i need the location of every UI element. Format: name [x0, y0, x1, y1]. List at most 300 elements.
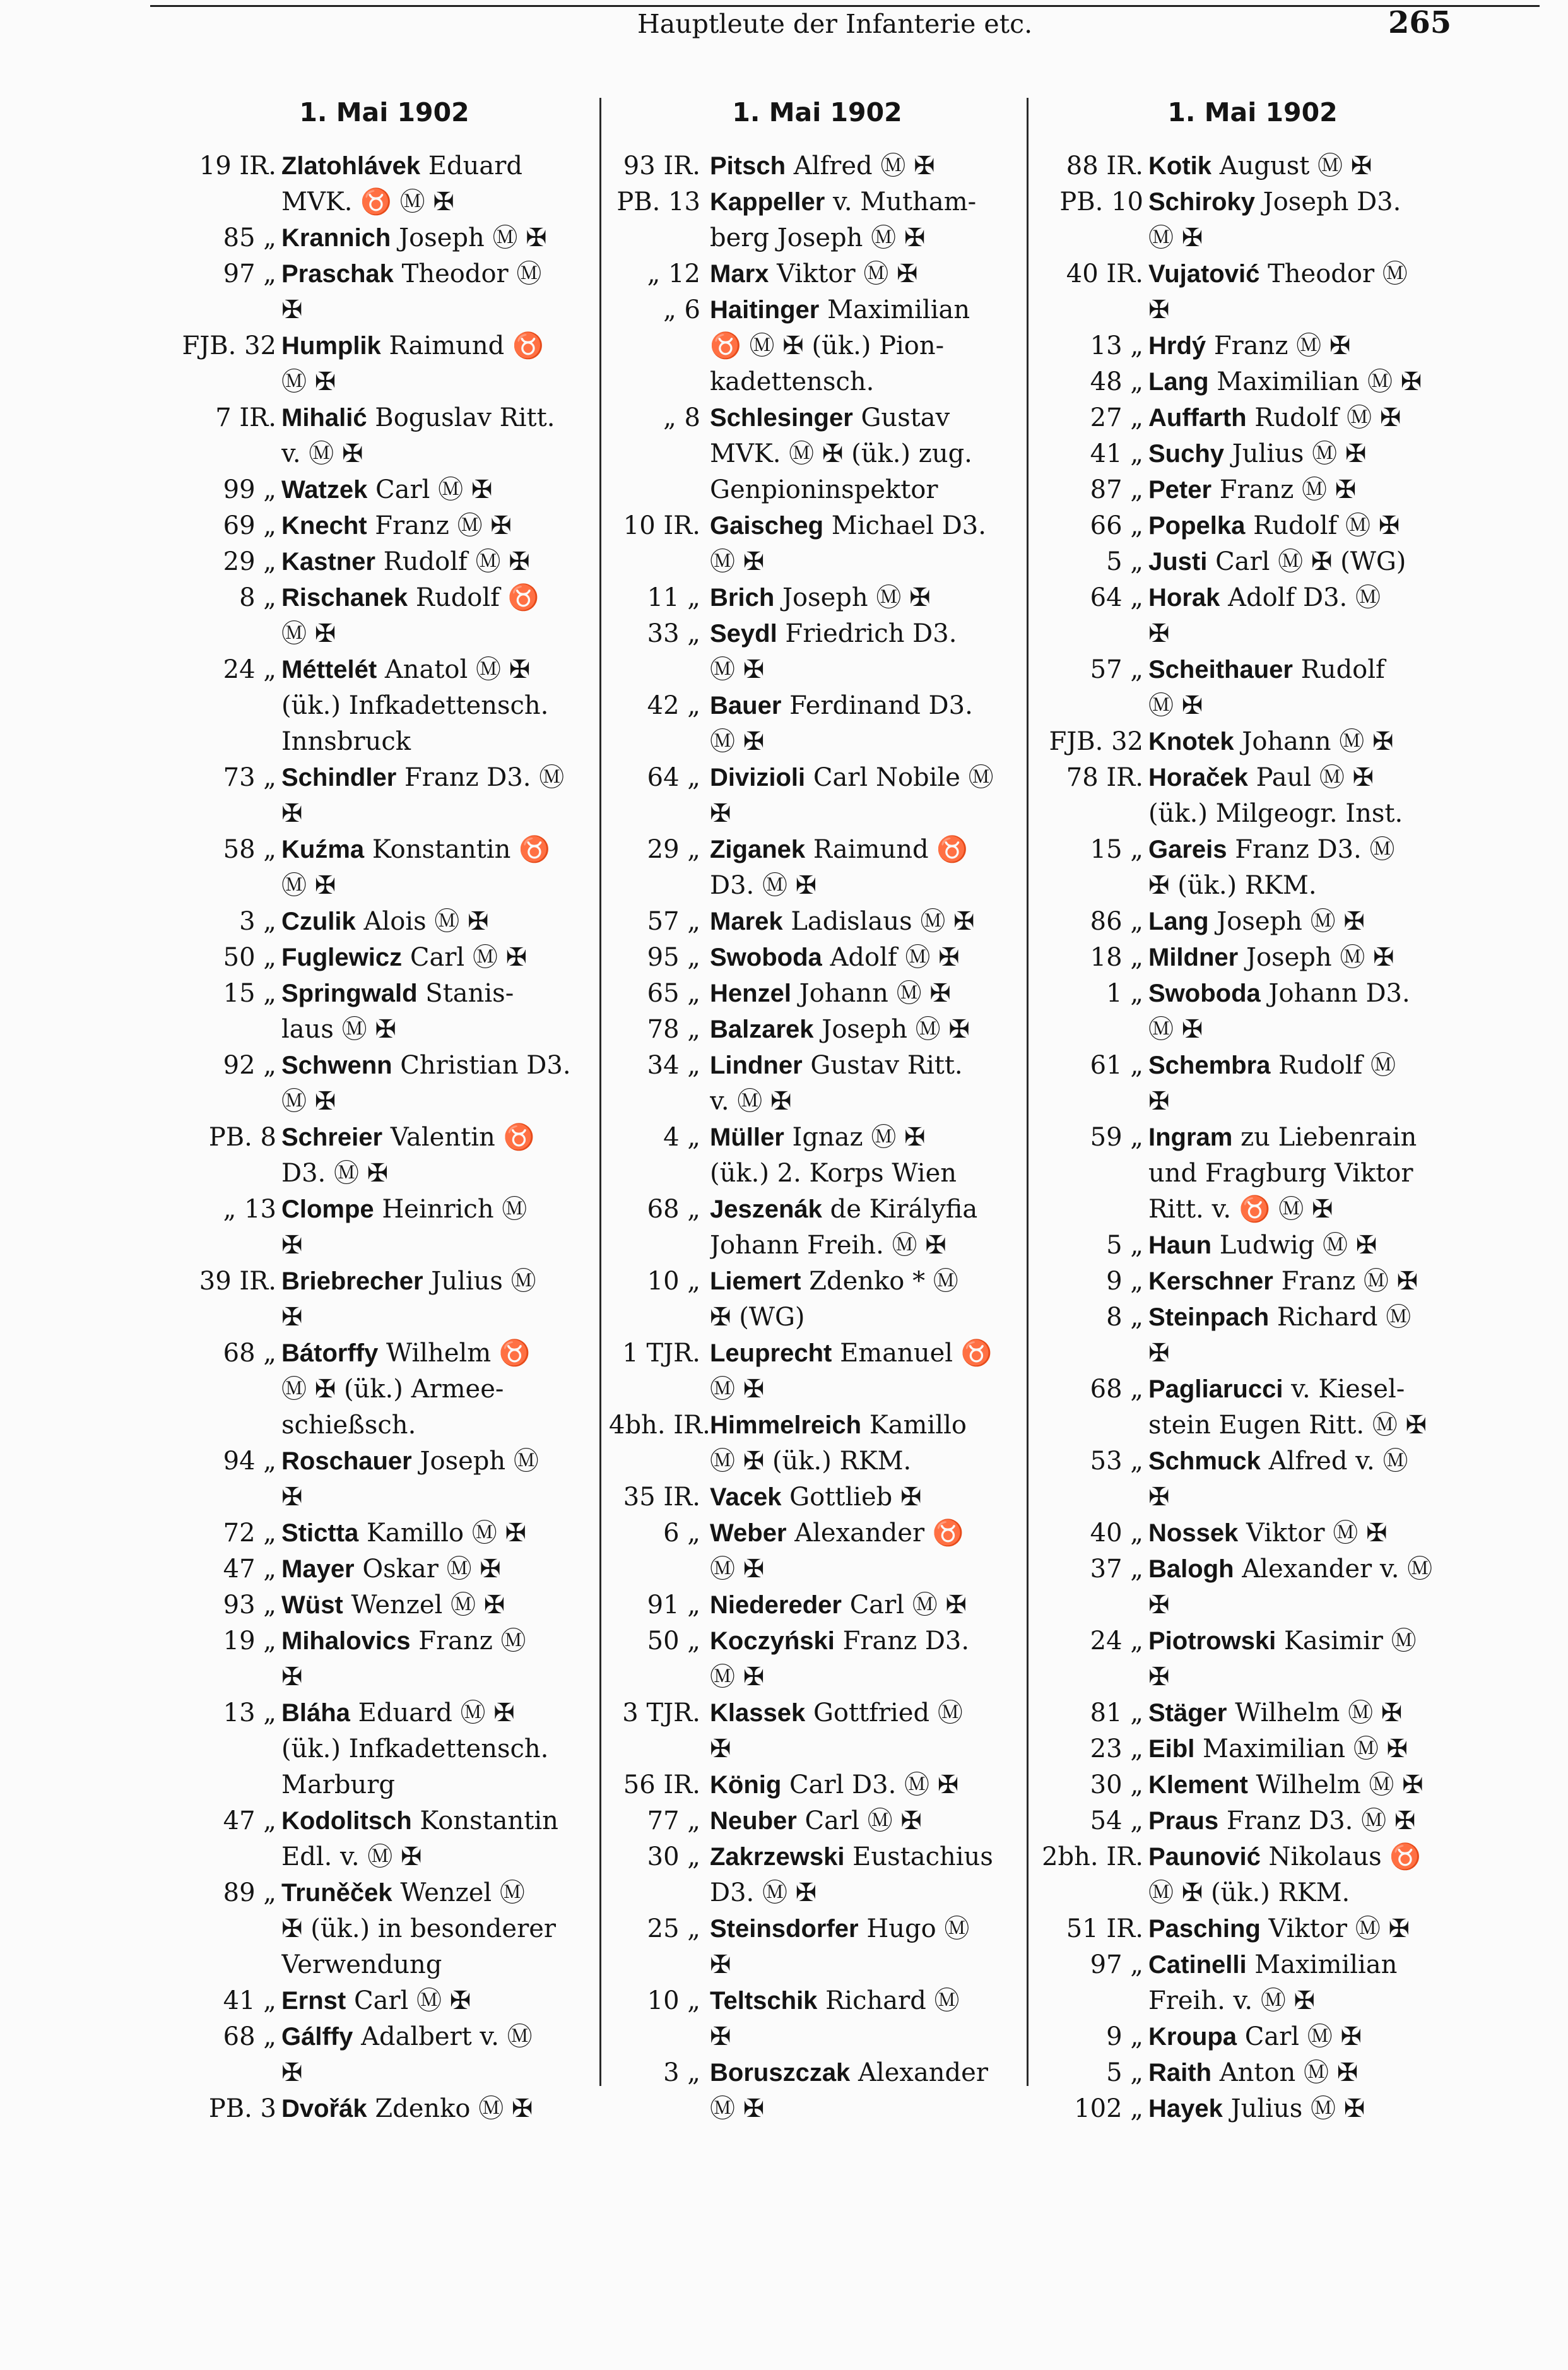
- officer-detail-line: Verwendung: [281, 1950, 442, 1979]
- entry-officer: [1148, 976, 1464, 1048]
- officer-name-line: Himmelreich Kamillo: [710, 1411, 967, 1440]
- officer-name-line: Marek Ladislaus Ⓜ ✠: [710, 907, 975, 936]
- officer-detail-line: ✠: [710, 1734, 731, 1763]
- officer-name-line: Peter Franz Ⓜ ✠: [1148, 475, 1357, 504]
- entry-officer: [281, 1983, 583, 2019]
- entry-officer: [281, 1443, 583, 1515]
- officer-surname: Suchy: [1148, 440, 1225, 468]
- officer-surname: Schlesinger: [710, 404, 853, 432]
- entry-officer: [710, 1911, 1019, 1983]
- entry-regiment-number: 15 „: [1090, 835, 1143, 864]
- entry-officer: [281, 904, 583, 940]
- entry-officer: [1148, 508, 1464, 544]
- entry-regiment-number: 59 „: [1090, 1123, 1143, 1152]
- entry-regiment-number: 64 „: [1090, 583, 1143, 612]
- officer-detail-line: Ⓜ ✠: [710, 655, 765, 684]
- entry-officer: [1148, 1120, 1464, 1228]
- officer-surname: Lang: [1148, 908, 1209, 935]
- entry-regiment-number: 68 „: [223, 1339, 276, 1368]
- entry-officer: [281, 1264, 583, 1336]
- officer-detail-line: ✠: [710, 2022, 731, 2051]
- officer-detail-line: ✠: [281, 1662, 303, 1692]
- entry-officer: [710, 1479, 1019, 1515]
- officer-name-line: Schwenn Christian D3.: [281, 1051, 571, 1080]
- officer-detail-line: ✠: [281, 1231, 303, 1260]
- officer-name-line: Clompe Heinrich Ⓜ: [281, 1195, 528, 1224]
- officer-name-line: Klement Wilhelm Ⓜ ✠: [1148, 1770, 1424, 1799]
- officer-name-line: Bátorffy Wilhelm ♉: [281, 1339, 531, 1368]
- officer-name-line: Niedereder Carl Ⓜ ✠: [710, 1591, 967, 1620]
- officer-surname: Jeszenák: [710, 1195, 822, 1223]
- entry-officer: [281, 148, 583, 220]
- entry-officer: [281, 472, 583, 508]
- officer-name-line: Marx Viktor Ⓜ ✠: [710, 259, 918, 288]
- officer-surname: Schmuck: [1148, 1447, 1261, 1475]
- entry-regiment-number: 47 „: [223, 1555, 276, 1584]
- officer-surname: Peter: [1148, 476, 1212, 504]
- officer-name-line: Pasching Viktor Ⓜ ✠: [1148, 1914, 1410, 1943]
- officer-surname: Knotek: [1148, 728, 1234, 755]
- entry-officer: [710, 1695, 1019, 1767]
- entry-officer: [281, 1120, 583, 1192]
- officer-surname: Koczyński: [710, 1627, 835, 1655]
- officer-surname: Klement: [1148, 1771, 1248, 1799]
- entry-regiment-number: PB. 8: [208, 1123, 276, 1152]
- entry-regiment-number: 30 „: [1090, 1770, 1143, 1799]
- entry-officer: [710, 760, 1019, 832]
- entry-regiment-number: 3 „: [239, 907, 276, 936]
- entry-officer: [710, 148, 1019, 184]
- entry-officer: [281, 2019, 583, 2091]
- entry-regiment-number: 11 „: [647, 583, 700, 612]
- officer-surname: Fuglewicz: [281, 944, 403, 971]
- entry-officer: [1148, 652, 1464, 724]
- entry-regiment-number: 1 TJR.: [622, 1339, 700, 1368]
- officer-name-line: Bláha Eduard Ⓜ ✠: [281, 1698, 515, 1727]
- entry-officer: [1148, 184, 1464, 256]
- officer-surname: Krannich: [281, 224, 391, 252]
- entry-officer: [710, 1120, 1019, 1192]
- officer-surname: Kastner: [281, 548, 375, 576]
- officer-surname: Zlatohlávek: [281, 152, 421, 180]
- entry-regiment-number: 3 TJR.: [622, 1698, 700, 1727]
- entry-regiment-number: 3 „: [663, 2058, 700, 2087]
- entry-regiment-number: 78 „: [647, 1015, 700, 1044]
- entry-officer: [1148, 1839, 1464, 1911]
- officer-detail-line: (ük.) Infkadettensch.: [281, 691, 549, 720]
- entry-regiment-number: 88 IR.: [1066, 151, 1143, 181]
- officer-detail-line: Ⓜ ✠: [281, 871, 336, 900]
- entry-regiment-number: 15 „: [223, 979, 276, 1008]
- entry-officer: [710, 1264, 1019, 1336]
- entry-regiment-number: 10 „: [647, 1267, 700, 1296]
- officer-name-line: Lang Joseph Ⓜ ✠: [1148, 907, 1365, 936]
- entry-regiment-number: „ 13: [223, 1195, 276, 1224]
- officer-surname: Praus: [1148, 1807, 1219, 1835]
- officer-surname: Swoboda: [710, 944, 822, 971]
- officer-surname: Müller: [710, 1123, 784, 1151]
- officer-surname: Knecht: [281, 512, 367, 540]
- entry-officer: [281, 1192, 583, 1264]
- entry-officer: [281, 760, 583, 832]
- officer-detail-line: ✠: [281, 1483, 303, 1512]
- officer-surname: Liemert: [710, 1267, 801, 1295]
- entry-officer: [1148, 436, 1464, 472]
- entry-officer: [710, 1587, 1019, 1623]
- officer-surname: Kotik: [1148, 152, 1211, 180]
- officer-name-line: Ingram zu Liebenrain: [1148, 1123, 1417, 1152]
- entry-officer: [1148, 1911, 1464, 1947]
- entry-regiment-number: 94 „: [223, 1447, 276, 1476]
- entry-regiment-number: 53 „: [1090, 1447, 1143, 1476]
- officer-name-line: Kastner Rudolf Ⓜ ✠: [281, 547, 530, 576]
- officer-name-line: Hrdý Franz Ⓜ ✠: [1148, 331, 1351, 360]
- entry-officer: [710, 1983, 1019, 2055]
- officer-surname: Gálffy: [281, 2023, 353, 2051]
- entry-regiment-number: 41 „: [1090, 439, 1143, 468]
- officer-surname: Raith: [1148, 2059, 1211, 2087]
- officer-name-line: Suchy Julius Ⓜ ✠: [1148, 439, 1367, 468]
- officer-surname: Kuźma: [281, 836, 365, 863]
- officer-detail-line: ✠: [281, 2058, 303, 2087]
- officer-name-line: Dvořák Zdenko Ⓜ ✠: [281, 2094, 533, 2123]
- officer-detail-line: ✠: [1148, 295, 1170, 324]
- officer-surname: Ziganek: [710, 836, 806, 863]
- officer-detail-line: Ⓜ ✠: [281, 619, 336, 648]
- entry-regiment-number: „ 6: [663, 295, 700, 324]
- entry-regiment-number: PB. 13: [616, 187, 700, 216]
- entry-officer: [1148, 1515, 1464, 1551]
- officer-name-line: Stictta Kamillo Ⓜ ✠: [281, 1519, 527, 1548]
- entry-officer: [1148, 832, 1464, 904]
- officer-name-line: Horak Adolf D3. Ⓜ: [1148, 583, 1381, 612]
- officer-detail-line: Ⓜ ✠: [1148, 223, 1203, 252]
- officer-detail-line: ✠ (ük.) in besonderer: [281, 1914, 556, 1943]
- entry-regiment-number: 33 „: [647, 619, 700, 648]
- officer-detail-line: MVK. Ⓜ ✠ (ük.) zug.: [710, 439, 972, 468]
- officer-name-line: Klassek Gottfried Ⓜ: [710, 1698, 963, 1727]
- officer-name-line: Mayer Oskar Ⓜ ✠: [281, 1555, 501, 1584]
- entry-officer: [1148, 1443, 1464, 1515]
- officer-name-line: Gálffy Adalbert v. Ⓜ: [281, 2022, 533, 2051]
- officer-name-line: Kerschner Franz Ⓜ ✠: [1148, 1267, 1418, 1296]
- entry-regiment-number: 13 „: [223, 1698, 276, 1727]
- officer-detail-line: Johann Freih. Ⓜ ✠: [710, 1231, 946, 1260]
- entry-regiment-number: 91 „: [647, 1591, 700, 1620]
- entry-regiment-number: 68 „: [647, 1195, 700, 1224]
- entry-regiment-number: 68 „: [1090, 1375, 1143, 1404]
- entry-regiment-number: 9 „: [1106, 1267, 1143, 1296]
- entry-regiment-number: 35 IR.: [623, 1483, 700, 1512]
- entry-officer: [1148, 472, 1464, 508]
- officer-detail-line: Ⓜ ✠: [281, 367, 336, 396]
- officer-detail-line: Ⓜ ✠: [710, 1662, 765, 1692]
- officer-name-line: Knotek Johann Ⓜ ✠: [1148, 727, 1394, 756]
- entry-officer: [1148, 1228, 1464, 1264]
- officer-detail-line: ✠: [1148, 1483, 1170, 1512]
- officer-surname: Schiroky: [1148, 188, 1255, 216]
- officer-name-line: Haitinger Maximilian: [710, 295, 970, 324]
- entry-regiment-number: 19 „: [223, 1626, 276, 1656]
- entry-officer: [710, 184, 1019, 256]
- entry-regiment-number: 99 „: [223, 475, 276, 504]
- officer-surname: Bauer: [710, 692, 782, 720]
- officer-surname: Henzel: [710, 980, 791, 1007]
- officer-surname: Mihalovics: [281, 1627, 411, 1655]
- officer-surname: Weber: [710, 1519, 787, 1547]
- entry-regiment-number: 34 „: [647, 1051, 700, 1080]
- officer-surname: Zakrzewski: [710, 1843, 845, 1871]
- entry-regiment-number: PB. 3: [208, 2094, 276, 2123]
- entry-regiment-number: 8 „: [1106, 1303, 1143, 1332]
- officer-name-line: Teltschik Richard Ⓜ: [710, 1986, 960, 2015]
- entry-officer: [710, 1803, 1019, 1839]
- entry-regiment-number: 72 „: [223, 1519, 276, 1548]
- officer-name-line: Balzarek Joseph Ⓜ ✠: [710, 1015, 970, 1044]
- officer-surname: Horak: [1148, 584, 1220, 612]
- entry-regiment-number: 64 „: [647, 763, 700, 792]
- officer-surname: Clompe: [281, 1195, 374, 1223]
- entry-officer: [1148, 580, 1464, 652]
- entry-officer: [1148, 1264, 1464, 1300]
- entry-regiment-number: 19 IR.: [199, 151, 276, 181]
- officer-surname: Méttelét: [281, 656, 377, 684]
- running-head: Hauptleute der Infanterie etc.: [637, 9, 1033, 39]
- officer-name-line: Boruszczak Alexander: [710, 2058, 988, 2087]
- column-divider-right: [1027, 98, 1029, 2086]
- officer-surname: Kerschner: [1148, 1267, 1273, 1295]
- entry-officer: [281, 1587, 583, 1623]
- officer-name-line: Vacek Gottlieb ✠: [710, 1483, 922, 1512]
- officer-name-line: Zakrzewski Eustachius: [710, 1842, 993, 1871]
- entry-officer: [1148, 544, 1464, 580]
- entry-officer: [1148, 1623, 1464, 1695]
- officer-name-line: Kroupa Carl Ⓜ ✠: [1148, 2022, 1362, 2051]
- officer-name-line: Méttelét Anatol Ⓜ ✠: [281, 655, 531, 684]
- officer-surname: Kappeller: [710, 188, 825, 216]
- officer-surname: Schindler: [281, 764, 397, 791]
- officer-surname: Leuprecht: [710, 1339, 832, 1367]
- column-heading: 1. Mai 1902: [299, 97, 469, 127]
- officer-name-line: Vujatović Theodor Ⓜ: [1148, 259, 1408, 288]
- officer-surname: Haun: [1148, 1231, 1211, 1259]
- entry-officer: [1148, 1048, 1464, 1120]
- entry-officer: [1148, 760, 1464, 832]
- entry-regiment-number: 24 „: [223, 655, 276, 684]
- officer-name-line: Eibl Maximilian Ⓜ ✠: [1148, 1734, 1408, 1763]
- entry-officer: [1148, 1731, 1464, 1767]
- entry-officer: [1148, 1947, 1464, 2019]
- officer-surname: Schreier: [281, 1123, 383, 1151]
- officer-surname: Swoboda: [1148, 980, 1261, 1007]
- officer-name-line: Pitsch Alfred Ⓜ ✠: [710, 151, 935, 181]
- entry-regiment-number: 42 „: [647, 691, 700, 720]
- entry-regiment-number: „ 8: [663, 403, 700, 432]
- officer-surname: Schembra: [1148, 1052, 1271, 1079]
- officer-surname: Bátorffy: [281, 1339, 379, 1367]
- officer-surname: Marek: [710, 908, 783, 935]
- entry-regiment-number: 4bh. IR.: [609, 1411, 710, 1440]
- entry-regiment-number: 5 „: [1106, 547, 1143, 576]
- officer-surname: Truněček: [281, 1879, 392, 1907]
- officer-surname: Balogh: [1148, 1555, 1234, 1583]
- officer-detail-line: Ⓜ ✠: [710, 547, 765, 576]
- officer-name-line: Mihalić Boguslav Ritt.: [281, 403, 555, 432]
- entry-officer: [281, 580, 583, 652]
- officer-surname: Balzarek: [710, 1016, 814, 1043]
- officer-detail-line: und Fragburg Viktor: [1148, 1159, 1413, 1188]
- entry-regiment-number: 81 „: [1090, 1698, 1143, 1727]
- entry-officer: [281, 1623, 583, 1695]
- officer-surname: Gareis: [1148, 836, 1227, 863]
- entry-officer: [710, 1515, 1019, 1587]
- officer-name-line: Haun Ludwig Ⓜ ✠: [1148, 1231, 1377, 1260]
- officer-detail-line: Ⓜ ✠: [710, 1375, 765, 1404]
- entry-regiment-number: 73 „: [223, 763, 276, 792]
- officer-surname: Hrdý: [1148, 332, 1206, 360]
- officer-surname: Haitinger: [710, 296, 820, 324]
- entry-officer: [281, 400, 583, 472]
- entry-officer: [281, 1803, 583, 1875]
- officer-name-line: Auffarth Rudolf Ⓜ ✠: [1148, 403, 1401, 432]
- officer-name-line: Schiroky Joseph D3.: [1148, 187, 1401, 216]
- entry-officer: [710, 580, 1019, 616]
- officer-name-line: Kappeller v. Mutham-: [710, 187, 977, 216]
- entry-regiment-number: 87 „: [1090, 475, 1143, 504]
- officer-detail-line: (ük.) Infkadettensch.: [281, 1734, 549, 1763]
- officer-surname: Seydl: [710, 620, 777, 648]
- entry-officer: [281, 1695, 583, 1803]
- officer-detail-line: ♉ Ⓜ ✠ (ük.) Pion-: [710, 331, 945, 360]
- entry-regiment-number: 29 „: [223, 547, 276, 576]
- entry-regiment-number: 65 „: [647, 979, 700, 1008]
- officer-surname: Nossek: [1148, 1519, 1239, 1547]
- officer-detail-line: MVK. ♉ Ⓜ ✠: [281, 187, 454, 216]
- officer-name-line: Pagliarucci v. Kiesel-: [1148, 1375, 1405, 1404]
- officer-name-line: Humplik Raimund ♉: [281, 331, 544, 360]
- officer-detail-line: ✠: [281, 1303, 303, 1332]
- entry-regiment-number: 93 „: [223, 1591, 276, 1620]
- officer-surname: Paunović: [1148, 1843, 1261, 1871]
- officer-surname: Vujatović: [1148, 260, 1260, 288]
- officer-name-line: Seydl Friedrich D3.: [710, 619, 957, 648]
- entry-regiment-number: 77 „: [647, 1806, 700, 1835]
- officer-name-line: Henzel Johann Ⓜ ✠: [710, 979, 951, 1008]
- entry-regiment-number: 41 „: [223, 1986, 276, 2015]
- officer-name-line: Kodolitsch Konstantin: [281, 1806, 558, 1835]
- officer-name-line: Catinelli Maximilian: [1148, 1950, 1398, 1979]
- officer-name-line: Horaček Paul Ⓜ ✠: [1148, 763, 1374, 792]
- officer-name-line: Gaischeg Michael D3.: [710, 511, 986, 540]
- officer-name-line: Fuglewicz Carl Ⓜ ✠: [281, 943, 528, 972]
- entry-regiment-number: 97 „: [223, 259, 276, 288]
- officer-surname: Mihalić: [281, 404, 367, 432]
- entry-officer: [710, 292, 1019, 400]
- entry-officer: [710, 1336, 1019, 1407]
- entry-regiment-number: 4 „: [663, 1123, 700, 1152]
- officer-detail-line: ✠: [1148, 1591, 1170, 1620]
- officer-surname: Piotrowski: [1148, 1627, 1276, 1655]
- officer-name-line: Lindner Gustav Ritt.: [710, 1051, 963, 1080]
- officer-name-line: Springwald Stanis-: [281, 979, 514, 1008]
- entry-officer: [710, 1192, 1019, 1264]
- officer-name-line: Knecht Franz Ⓜ ✠: [281, 511, 512, 540]
- entry-officer: [1148, 1803, 1464, 1839]
- entry-regiment-number: 85 „: [223, 223, 276, 252]
- officer-surname: Scheithauer: [1148, 656, 1293, 684]
- officer-detail-line: ✠: [710, 1950, 731, 1979]
- officer-detail-line: Ⓜ ✠ (ük.) RKM.: [710, 1447, 912, 1476]
- entry-regiment-number: 2bh. IR.: [1042, 1842, 1143, 1871]
- officer-name-line: Neuber Carl Ⓜ ✠: [710, 1806, 922, 1835]
- officer-name-line: Schmuck Alfred v. Ⓜ: [1148, 1447, 1408, 1476]
- entry-officer: [1148, 328, 1464, 364]
- officer-surname: Steinsdorfer: [710, 1915, 859, 1943]
- officer-detail-line: ✠: [281, 295, 303, 324]
- officer-name-line: Popelka Rudolf Ⓜ ✠: [1148, 511, 1400, 540]
- entry-officer: [281, 1551, 583, 1587]
- officer-detail-line: Ⓜ ✠ (ük.) RKM.: [1148, 1878, 1350, 1907]
- officer-name-line: Kotik August Ⓜ ✠: [1148, 151, 1372, 181]
- officer-detail-line: kadettensch.: [710, 367, 875, 396]
- entry-regiment-number: FJB. 32: [1049, 727, 1143, 756]
- entry-regiment-number: 93 IR.: [623, 151, 700, 181]
- entry-regiment-number: 54 „: [1090, 1806, 1143, 1835]
- officer-name-line: Gareis Franz D3. Ⓜ: [1148, 835, 1395, 864]
- entry-officer: [710, 616, 1019, 688]
- entry-officer: [281, 1515, 583, 1551]
- entry-regiment-number: 10 IR.: [623, 511, 700, 540]
- entry-officer: [710, 400, 1019, 508]
- entry-regiment-number: 13 „: [1090, 331, 1143, 360]
- entry-officer: [1148, 400, 1464, 436]
- entry-regiment-number: 69 „: [223, 511, 276, 540]
- officer-name-line: Swoboda Johann D3.: [1148, 979, 1410, 1008]
- entry-regiment-number: 97 „: [1090, 1950, 1143, 1979]
- officer-surname: Teltschik: [710, 1987, 818, 2015]
- officer-detail-line: Ⓜ ✠: [1148, 1015, 1203, 1044]
- entry-regiment-number: 9 „: [1106, 2022, 1143, 2051]
- officer-detail-line: Ⓜ ✠: [281, 1087, 336, 1116]
- entry-regiment-number: 57 „: [647, 907, 700, 936]
- officer-surname: Praschak: [281, 260, 394, 288]
- officer-detail-line: v. Ⓜ ✠: [281, 439, 363, 468]
- entry-regiment-number: 10 „: [647, 1986, 700, 2015]
- officer-surname: Gaischeg: [710, 512, 824, 540]
- entry-officer: [1148, 148, 1464, 184]
- officer-name-line: Roschauer Joseph Ⓜ: [281, 1447, 539, 1476]
- officer-name-line: Piotrowski Kasimir Ⓜ: [1148, 1626, 1417, 1656]
- entry-regiment-number: FJB. 32: [182, 331, 276, 360]
- officer-name-line: Leuprecht Emanuel ♉: [710, 1339, 993, 1368]
- officer-name-line: Praschak Theodor Ⓜ: [281, 259, 542, 288]
- officer-surname: Bláha: [281, 1699, 350, 1727]
- officer-name-line: Mihalovics Franz Ⓜ: [281, 1626, 526, 1656]
- entry-regiment-number: 66 „: [1090, 511, 1143, 540]
- officer-surname: Auffarth: [1148, 404, 1247, 432]
- officer-name-line: Weber Alexander ♉: [710, 1519, 964, 1548]
- officer-surname: Kroupa: [1148, 2023, 1237, 2051]
- entry-officer: [281, 220, 583, 256]
- officer-surname: Rischanek: [281, 584, 408, 612]
- officer-name-line: Paunović Nikolaus ♉: [1148, 1842, 1422, 1871]
- officer-detail-line: Ⓜ ✠: [1148, 691, 1203, 720]
- entry-officer: [281, 976, 583, 1048]
- officer-detail-line: Ritt. v. ♉ Ⓜ ✠: [1148, 1195, 1333, 1224]
- entry-regiment-number: 30 „: [647, 1842, 700, 1871]
- entry-officer: [710, 688, 1019, 760]
- officer-surname: Boruszczak: [710, 2059, 851, 2087]
